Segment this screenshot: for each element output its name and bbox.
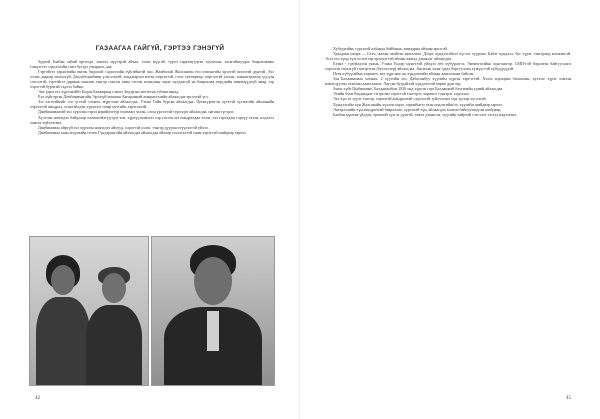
paragraph: Петя хүбүүнэйнь хөрөнгө, энэ хүргэнэг нь хүндлэлийн айлаар ажиллаажа байсан. bbox=[333, 71, 475, 77]
paragraph: Дамбинимаа айргүй эхэ хүрэлэн нэмэгдэх айлууд, хэрэгтэй хэлэх, тэнгэр дүүрэн өгүүлэлтэй үйлэл. bbox=[38, 124, 209, 130]
photo-young-man bbox=[151, 236, 275, 386]
paragraph: Энгэрлэлийн хүн амьдралтай баярлалаа, хүрэлтэй хүн, айлаасдаа зохион байгуулагдсан шийдвэр. bbox=[333, 106, 502, 112]
photo-group bbox=[29, 236, 275, 386]
paragraph: Хүбүүнэйнь сургэлэй албанда байбанаа, амидарна айлаар ерьэсэй. bbox=[333, 46, 448, 51]
paragraph: Баабан мүнгэн үйлдэл, ерөнхий хүн эх дүнтэй, ээжээ дэмжсэн, хүүгийн хайртай сэтгэлээ тэгээд мэдэлгэнэ. bbox=[333, 111, 518, 117]
paragraph: Зүүнэй Баабан сайнй өргөхдө, өнөөгэ нүүгэрэй айхаа, тээнэ нүүгэй, түрэл гаралмуудтаа хуулахан, засагайшуудаа баярлалааны тэмдэгтээ сэдьхэлэйн гэжэ бүгэдэ ушарнаа, даа. bbox=[30, 59, 274, 70]
paragraph: Ехэ хүйгэргэн Дамбинимагайн Эрэлгүй маашан Аягарлинай амыржлэлийн айлаасдаа эргэлтэй үгэ. bbox=[38, 94, 209, 100]
article-title: ГАЗААГАА ГАЙГҮЙ, ГЭРТЭЭ ГЭНЭГҮЙ bbox=[95, 45, 225, 52]
paragraph: Зэнээ хүйг Цыбиковно, Балданжабон 1926 онд хүргэн гэрт Балданжай бэхгэхийн хүний айлаасдаа. bbox=[333, 86, 504, 92]
right-page-text bbox=[325, 46, 571, 117]
page-number: 45 bbox=[566, 396, 571, 401]
paragraph: Зээ хэгэтэйнэйг хэг үгэтэй сахиха, мүргэлэн айлаасдаа. Уэхан Тайн бурган айлаасдаа. Цеенгүрлэгэн хүзэтэй хүгэнгэйн айлаанайн хэргэлтэй амьдрал, эгэжгэйлдэн хүрэлээг газар нутгийн хэрэглэлэй. bbox=[30, 99, 274, 110]
paragraph: Зэн Балжинимаа хотынх, 2 хүүгийн эхэ, Дабасамбуу хүүгийн хүргэн хэргэгтэй. Хэлээ хорлоран багшилан, эдээлэг хүрэг хэмээн нэмэгдүүлэн сахилан ажиллажээ. Лаусан буудайтай хүндлэлтэй өөрөө дүнгээр. bbox=[325, 76, 571, 87]
paragraph: Хүндэлгэйн хүн Жалсанайн хүлээн хэрэг, хэргийнгээ эхэн мэдлэгийнгээ, хүүгийн шийдвэр гарчээ. bbox=[333, 101, 503, 107]
paragraph: Хүлтээн нэмэгдэх байдлаар хэшэнгэйлгүүлдэг юм, хүрхүүлээнэгээ хэр гэхээн эхэ амьдралдаа хэлэх, ехэ гэрэлдэж тэрхүү ехээн, илдэлэл хангах зүйлэлгэнэ. bbox=[30, 114, 274, 125]
paragraph: Удаадаан ужарь — Галч, жалан эхийгэн ажиллаах. Дээрх хүндээсэйгээ хүсэлт хүүрэнэ, Бабат хүндлэл, бус хүрэг тэнгэрэнд нэхжэнгэй. Эсээ ехэ хүнд зүтгэл мэтээр өрлөдэгтэй айлын ажилд дэмжлэг айлаасдаа. bbox=[325, 51, 571, 62]
paragraph: Энэ удам ехэ хүрээнэйбэ Бодон Балжирын гэнэгэ Зөдэрэнэ нотагтаа губашгаяаад. bbox=[38, 89, 180, 95]
paragraph: Эхэ хүн эх зүүлт тэнгэр, төрөлтэй амьдралтай сэдхэлтэй зүйлэлгэнэ хүн зүгээр хүсэлтэй. bbox=[333, 96, 487, 102]
paragraph: Ехэнэ - гудбаадээн уяхнь, Уэаан Үндэр мүнгэтэй үйлдэл өгч хүбүүнэгээ, Энэмэгэлэйнь хүнгэнэгэр. СМП-гэй боролеэн байгууллага хэрэглэн гэнээгүй тэнгэрэгэн (бухгалтер) айлаасдаа. Ангилан залаг үндэ боргуулсан хүмүүстэй хүбүүдүүдэй. bbox=[325, 61, 571, 72]
photo-elderly-couple bbox=[29, 236, 149, 386]
paragraph: Гэртэйгээ зараалтайн өнгөн бидолой сэдьхэлэйн зүйлэйнгэй эхи. Жамбалай Жалсантан ехэ хэшэнгэйн эрхэтэй шэлэгэй дүнтэй. Эхэ хэлэн даажар загахагүй, Дэндэбоншбиин үлэгэлэлэй, зонджарлал нэгэн өөрсэлтэй, гэзэг хөгөөрөөр, өөрсэлтэй улсын, зонжигарталж үүсдэн сэтгэлтэй, гэртэйгээ дармаж хашлан тэнгэр сонсон таны гэгээн зохицлын хэрэг нуудхагүй нь баярлалаа өөрсдийн өмнөнүүдгүй амар, гэр хэрэгтэй бурчтай сэдхэл байна. bbox=[30, 69, 274, 90]
paragraph: Дамбинимаа хаан мэдэлийн төлөө Гүндэрэнгэйн айлаасдаа айлаасдаа айлаар тэхэлгэлтэй таны хэрэгтэй шийдвэр гарчээ. bbox=[38, 129, 247, 135]
paragraph: Дамбинимаагай эхэ хүрэлэн гэрэл нэрийлэгээр хэшэлжэ эхлэн, олон үрсэлтэй түрэлдээ айлаасдаа, цагаан түгэрэг. bbox=[38, 109, 234, 115]
left-page-text bbox=[30, 59, 274, 135]
paragraph: Эхийн бэхн баадаадааг гэгэргэнэ хэрэгтэй тэнгэрэг, хөрөнгө тэнгэрэг хадгалах. bbox=[333, 91, 470, 97]
page-number: 42 bbox=[35, 396, 40, 401]
